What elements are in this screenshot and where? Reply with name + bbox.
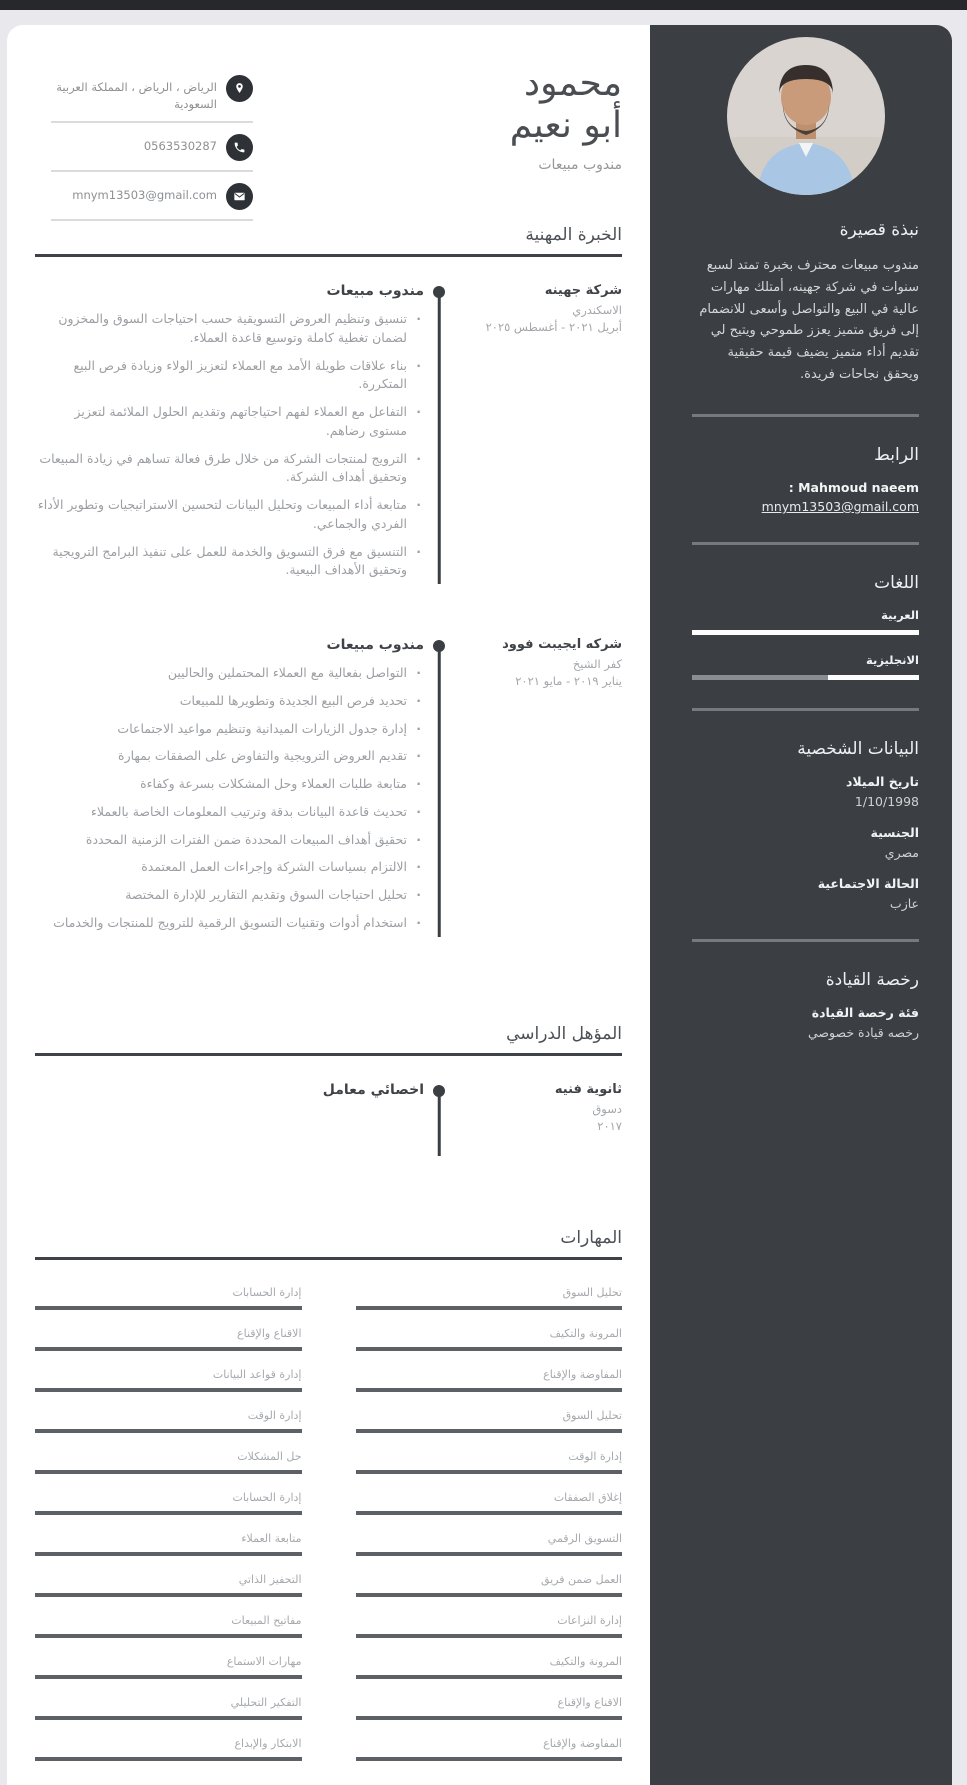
contact-email: mnym13503@gmail.com	[72, 188, 217, 203]
skill-item	[356, 1491, 623, 1515]
skill-label: التحفيز الذاتي	[238, 1572, 302, 1586]
resume-sheet	[7, 25, 952, 1785]
job-bullet: · إدارة جدول الزيارات الميدانية وتنظيم مواعيد الاجتماعات	[35, 720, 424, 739]
experience-entry	[35, 635, 622, 942]
skill-label: متابعة العملاء	[241, 1531, 302, 1545]
skill-item	[356, 1327, 623, 1351]
job-bullet-list	[35, 310, 424, 580]
employment-dates: أبريل ٢٠٢١ - أغسطس ٢٠٢٥	[485, 320, 622, 335]
job-bullet: · التفاعل مع العملاء لفهم احتياجاتهم وتقديم الحلول الملائمة لتعزيز مستوى رضاهم.	[35, 403, 424, 441]
phone-icon	[226, 134, 253, 161]
education-qualification: ثانوية فنيه	[554, 1081, 622, 1097]
sidebar-divider	[692, 708, 919, 711]
education-entry	[35, 1080, 622, 1172]
job-bullet: · التواصل بفعالية مع العملاء المحتملين والحاليين	[35, 664, 424, 683]
skill-label: الاقناع والإقناع	[237, 1326, 302, 1340]
personal-data-title: البيانات الشخصية	[797, 738, 919, 759]
languages-section	[692, 573, 919, 680]
skill-bar	[35, 1511, 302, 1515]
skill-label: المرونة والتكيف	[549, 1326, 622, 1340]
skill-bar	[35, 1470, 302, 1474]
skill-item	[356, 1696, 623, 1720]
skill-item	[35, 1491, 302, 1515]
summary-text: مندوب مبيعات محترف بخبرة تمتد لسبع سنوات في شركة جهينه، أمتلك مهارات عالية في البيع والتواصل وأسعى للانضمام إلى فريق متميز يعزز طموحي ويتيح لي تقديم أداء متميز يضيف قيمة حقيقية ويحقق نجاحات فريدة.	[699, 258, 919, 383]
personal-field	[692, 774, 919, 809]
skill-item	[356, 1368, 623, 1392]
skill-bar	[356, 1306, 623, 1310]
experience-section	[35, 225, 622, 942]
contact-row-email	[51, 183, 253, 221]
skill-item	[35, 1532, 302, 1556]
contact-location	[51, 75, 217, 112]
summary-title: نبذة قصيرة	[839, 220, 919, 240]
skill-item	[35, 1655, 302, 1679]
skill-item	[35, 1737, 302, 1761]
skill-item	[356, 1532, 623, 1556]
field-label: فئة رخصة القيادة	[811, 1004, 919, 1020]
skill-bar	[35, 1552, 302, 1556]
skill-label: إدارة الحسابات	[232, 1490, 302, 1504]
sidebar-divider	[692, 939, 919, 942]
skill-bar	[35, 1757, 302, 1761]
skill-item	[35, 1614, 302, 1638]
field-value: مصري	[884, 844, 919, 860]
timeline-line	[437, 1096, 441, 1156]
skill-label: المفاوضة والإقناع	[543, 1367, 622, 1381]
contact-list	[51, 75, 253, 232]
company-location: الاسكندري	[572, 303, 622, 317]
skill-bar	[356, 1429, 623, 1433]
experience-entry-body	[35, 635, 424, 942]
header	[35, 63, 622, 225]
section-underline	[35, 254, 622, 257]
job-bullet: · بناء علاقات طويلة الأمد مع العملاء لتعزيز الولاء وزيادة فرص البيع المتكررة.	[35, 357, 424, 395]
top-accent-bar	[0, 0, 967, 10]
field-label: الجنسية	[870, 824, 919, 840]
skill-item	[35, 1327, 302, 1351]
skill-bar	[356, 1757, 623, 1761]
license-field	[692, 1005, 919, 1040]
skill-label: الاقناع والإقناع	[557, 1695, 622, 1709]
skill-label: العمل ضمن فريق	[540, 1572, 622, 1586]
field-label: تاريخ الميلاد	[845, 773, 919, 789]
skill-label: إدارة الوقت	[247, 1408, 302, 1422]
company-name: شركه ايجيبت فوود	[502, 637, 622, 652]
sidebar-divider	[692, 542, 919, 545]
skill-label: حل المشكلات	[237, 1449, 302, 1463]
skill-bar	[356, 1388, 623, 1392]
timeline-line	[437, 651, 441, 937]
skill-item	[356, 1737, 623, 1761]
job-bullet-list	[35, 664, 424, 933]
name-line1: محمود	[524, 63, 622, 104]
experience-entry-info	[454, 281, 622, 589]
contact-row-phone	[51, 134, 253, 172]
experience-entry-info	[454, 635, 622, 942]
skill-label: إدارة النزاعات	[557, 1613, 622, 1627]
avatar-illustration	[727, 37, 885, 195]
location-pin-icon	[226, 75, 253, 102]
skill-item	[35, 1368, 302, 1392]
skill-bar	[35, 1429, 302, 1433]
link-title: الرابط	[874, 444, 919, 465]
skill-bar	[35, 1634, 302, 1638]
job-bullet: · تحديد فرص البيع الجديدة وتطويرها للمبيعات	[35, 692, 424, 711]
skill-item	[356, 1573, 623, 1597]
company-location: كفر الشيخ	[572, 657, 622, 671]
skill-label: مفاتيح المبيعات	[231, 1613, 302, 1627]
skill-bar	[35, 1388, 302, 1392]
job-bullet: · التنسيق مع فرق التسويق والخدمة للعمل على تنفيذ البرامج الترويجية وتحقيق الأهداف البيعية.	[35, 543, 424, 581]
driving-license-section	[692, 970, 919, 1040]
skill-item	[35, 1450, 302, 1474]
job-bullet: · متابعة طلبات العملاء وحل المشكلات بسرعة وكفاءة	[35, 775, 424, 794]
summary-section	[692, 220, 919, 386]
location-line2: السعودية	[174, 96, 217, 111]
job-role: مندوب مبيعات	[326, 637, 424, 653]
education-entry-body	[35, 1080, 424, 1172]
skill-label: المفاوضة والإقناع	[543, 1736, 622, 1750]
education-entry-info	[454, 1080, 622, 1172]
job-bullet: · استخدام أدوات وتقنيات التسويق الرقمية للترويج للمنتجات والخدمات	[35, 914, 424, 933]
skill-item	[356, 1286, 623, 1310]
skill-label: إدارة الحسابات	[232, 1285, 302, 1299]
job-bullet: · تحديث قاعدة البيانات بدقة وترتيب المعلومات الخاصة بالعملاء	[35, 803, 424, 822]
skill-bar	[356, 1552, 623, 1556]
envelope-icon	[226, 183, 253, 210]
job-bullet: · متابعة أداء المبيعات وتحليل البيانات لتحسين الاستراتيجيات وتطوير الأداء الفردي والجماعي.	[35, 496, 424, 534]
language-label: العربية	[881, 607, 919, 622]
field-value: رخصه قيادة خصوصي	[808, 1024, 919, 1040]
languages-title: اللغات	[874, 572, 919, 593]
skill-bar	[356, 1511, 623, 1515]
education-year: ٢٠١٧	[597, 1118, 622, 1133]
name-line2: أبو نعيم	[509, 104, 622, 146]
language-label: الانجليزية	[866, 652, 919, 667]
skills-title: المهارات	[560, 1227, 622, 1248]
timeline	[424, 1080, 454, 1172]
timeline-line	[437, 297, 441, 584]
skill-bar	[356, 1593, 623, 1597]
skill-label: تحليل السوق	[562, 1285, 622, 1299]
skill-label: إغلاق الصفقات	[553, 1490, 622, 1504]
timeline	[424, 635, 454, 942]
language-level-fill	[692, 630, 919, 635]
field-value: عازب	[889, 895, 919, 911]
link-name: Mahmoud naeem :	[788, 479, 919, 495]
identity-block	[510, 63, 622, 173]
skill-label: إدارة الوقت	[568, 1449, 622, 1463]
person-job-title: مندوب مبيعات	[538, 156, 622, 173]
language-item	[692, 653, 919, 680]
skill-item	[35, 1573, 302, 1597]
experience-title: الخبرة المهنية	[525, 225, 622, 245]
section-underline	[35, 1053, 622, 1056]
education-title: المؤهل الدراسي	[506, 1023, 622, 1044]
skills-section	[35, 1228, 622, 1778]
field-label: الحالة الاجتماعية	[817, 875, 919, 891]
job-bullet: · تحقيق أهداف المبيعات المحددة ضمن الفترات الزمنية المحددة	[35, 831, 424, 850]
skill-item	[35, 1696, 302, 1720]
language-level-fill	[828, 675, 919, 680]
skill-item	[356, 1655, 623, 1679]
location-line1: الرياض ، الرياض ، المملكة العربية	[56, 80, 217, 94]
contact-phone: 0563530287	[143, 139, 217, 154]
skills-grid	[35, 1286, 622, 1778]
timeline	[424, 281, 454, 589]
skill-bar	[35, 1716, 302, 1720]
company-name: شركة جهينه	[544, 283, 622, 298]
skill-label: تحليل السوق	[562, 1408, 622, 1422]
skill-item	[35, 1409, 302, 1433]
field-value: 1/10/1998	[854, 793, 919, 809]
personal-data-section	[692, 739, 919, 911]
link-section	[692, 445, 919, 514]
language-item	[692, 608, 919, 635]
skill-bar	[356, 1675, 623, 1679]
experience-entry	[35, 281, 622, 589]
skill-bar	[356, 1347, 623, 1351]
skill-item	[356, 1614, 623, 1638]
education-role: اخصائي معامل	[322, 1081, 424, 1098]
contact-row-location	[51, 75, 253, 123]
skill-bar	[356, 1634, 623, 1638]
skill-item	[356, 1409, 623, 1433]
skill-label: مهارات الاستماع	[226, 1654, 302, 1668]
skill-bar	[356, 1470, 623, 1474]
sidebar-divider	[692, 414, 919, 417]
experience-entry-body	[35, 281, 424, 589]
education-location: دسوق	[592, 1101, 622, 1116]
job-bullet: · تحليل احتياجات السوق وتقديم التقارير للإدارة المختصة	[35, 886, 424, 905]
language-level-bar	[692, 630, 919, 635]
profile-photo	[727, 37, 885, 195]
skill-label: التفكير التحليلي	[230, 1695, 302, 1709]
skill-bar	[35, 1593, 302, 1597]
person-name	[510, 63, 622, 147]
main-column	[7, 25, 650, 1785]
job-bullet: · تقديم العروض الترويجية والتفاوض على الصفقات بمهارة	[35, 747, 424, 766]
skill-bar	[35, 1347, 302, 1351]
skill-bar	[35, 1675, 302, 1679]
job-bullet: · الترويج لمنتجات الشركة من خلال طرق فعالة تساهم في زيادة المبيعات وتحقيق أهداف الشركة.	[35, 450, 424, 488]
driving-license-title: رخصة القيادة	[825, 969, 919, 990]
skill-label: إدارة قواعد البيانات	[212, 1367, 302, 1381]
link-url[interactable]: mnym13503@gmail.com	[761, 498, 919, 514]
job-bullet: · تنسيق وتنظيم العروض التسويقية حسب احتياجات السوق والمخزون لضمان تغطية كاملة وتوسيع قاعدة العملاء.	[35, 310, 424, 348]
education-section	[35, 1024, 622, 1172]
skill-bar	[35, 1306, 302, 1310]
personal-field	[692, 825, 919, 860]
skill-label: المرونة والتكيف	[549, 1654, 622, 1668]
job-role: مندوب مبيعات	[326, 283, 424, 299]
job-bullet: · الالتزام بسياسات الشركة وإجراءات العمل المعتمدة	[35, 858, 424, 877]
employment-dates: يناير ٢٠١٩ - مايو ٢٠٢١	[515, 674, 622, 689]
skill-item	[356, 1450, 623, 1474]
skill-label: التسويق الرقمي	[547, 1531, 622, 1545]
skill-bar	[356, 1716, 623, 1720]
skill-label: الابتكار والإبداع	[234, 1736, 302, 1750]
skill-item	[35, 1286, 302, 1310]
sidebar	[650, 25, 952, 1785]
language-level-bar	[692, 675, 919, 680]
personal-field	[692, 876, 919, 911]
section-underline	[35, 1257, 622, 1260]
